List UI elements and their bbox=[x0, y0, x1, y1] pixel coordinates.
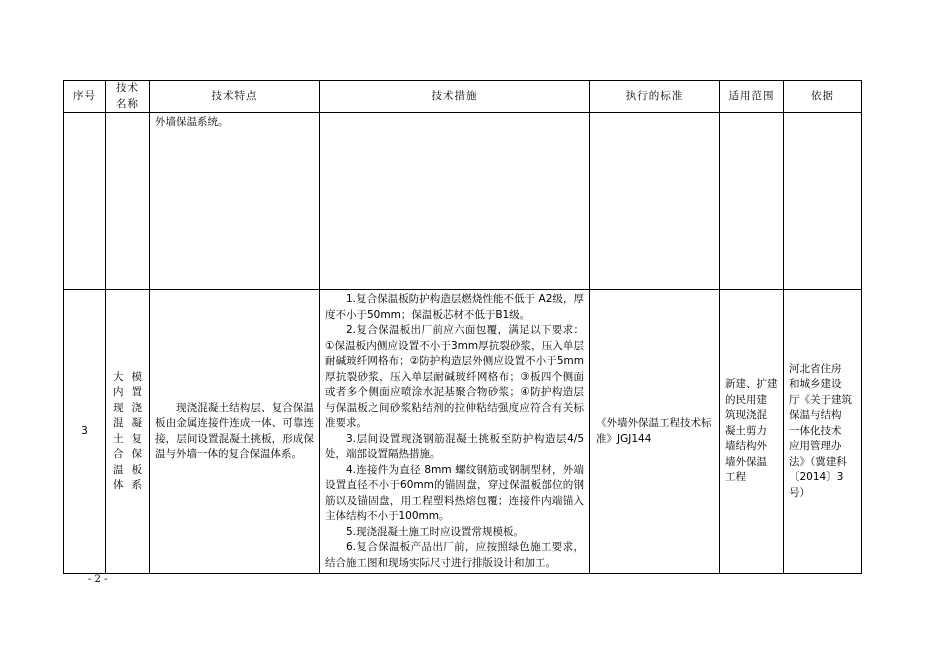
basis-line: 保温与结构 bbox=[789, 409, 842, 422]
cell-scope bbox=[720, 290, 784, 574]
technology-table bbox=[63, 80, 862, 574]
scope-text bbox=[720, 375, 783, 488]
header-seq: 序号 bbox=[64, 81, 106, 113]
name-char: 混 bbox=[113, 417, 124, 429]
name-char: 系 bbox=[131, 479, 142, 491]
measure-item: 3.层间设置现浇钢筋混凝土挑板至防护构造层4/5处，端部设置隔热措施。 bbox=[325, 432, 584, 460]
basis-line: 厅《关于建筑 bbox=[789, 393, 852, 406]
header-name-line1: 技术 bbox=[116, 82, 139, 94]
page-number: - 2 - bbox=[88, 574, 108, 585]
name-char: 大 bbox=[113, 370, 124, 383]
name-char: 保 bbox=[131, 448, 142, 460]
measure-item: 2.复合保温板出厂前应六面包覆，满足以下要求：①保温板内侧应设置不小于3mm厚抗裂砂浆，压入单层耐碱玻纤网格布；②防护构造层外侧应设置不小于5mm厚抗裂砂浆，压入单层耐碱玻纤网格布；③板四个侧面或者多个侧面应喷涂水泥基聚合物砂浆；④防护构造层与保温板之间砂浆粘结剂的拉伸粘结强度应符合有关标准要求。 bbox=[325, 324, 584, 429]
cell-scope bbox=[720, 113, 784, 290]
measure-item: 5.现浇混凝土施工时应设置常规模板。 bbox=[346, 525, 525, 538]
features-text: 现浇混凝土结构层、复合保温板由金属连接件连成一体、可靠连接，层间设置混凝土挑板，形成保温与外墙一体的复合保温体系。 bbox=[155, 401, 314, 460]
name-col-1 bbox=[113, 370, 124, 494]
cell-seq: 3 bbox=[64, 290, 106, 574]
name-char: 合 bbox=[113, 448, 124, 460]
cell-features bbox=[150, 290, 320, 574]
header-features: 技术特点 bbox=[150, 81, 320, 113]
name-char: 温 bbox=[113, 463, 124, 476]
cell-measures bbox=[320, 290, 590, 574]
basis-line: 法》（冀建科 bbox=[789, 455, 847, 468]
name-char: 复 bbox=[131, 432, 142, 445]
cell-seq bbox=[64, 113, 106, 290]
scope-line: 新建、扩建 bbox=[725, 378, 778, 391]
tech-name-vertical bbox=[106, 370, 149, 494]
scope-line: 的民用建 bbox=[725, 393, 767, 406]
name-char: 现 bbox=[113, 401, 124, 414]
measure-item: 1.复合保温板防护构造层燃烧性能不低于 A2级，厚度不小于50mm；保温板芯材不低于B1级。 bbox=[325, 293, 584, 321]
name-char: 土 bbox=[113, 432, 124, 445]
basis-line: 应用管理办 bbox=[789, 440, 842, 453]
cell-name bbox=[106, 290, 150, 574]
name-char: 浇 bbox=[131, 401, 142, 414]
cell-standard bbox=[590, 113, 720, 290]
header-tech-name bbox=[106, 81, 150, 113]
cell-standard bbox=[590, 290, 720, 574]
table-row bbox=[64, 290, 862, 574]
scope-line: 凝土剪力 bbox=[725, 424, 767, 437]
scope-line: 墙外保温 bbox=[725, 455, 767, 468]
cell-features bbox=[150, 113, 320, 290]
measure-item: 4.连接件为直径 8mm 螺纹钢筋或钢制型材，外端设置直径不小于60mm的锚固盘，穿过保温板部位的钢筋以及锚固盘，用工程塑料热熔包覆；连接件内端锚入主体结构不小于100mm。 bbox=[325, 463, 584, 522]
standard-text: 《外墙外保温工程技术标准》JGJ144 bbox=[596, 417, 712, 445]
measure-item: 6.复合保温板产品出厂前，应按照绿色施工要求，结合施工图和现场实际尺寸进行排版设计和加工。 bbox=[325, 541, 584, 569]
cell-basis bbox=[784, 113, 862, 290]
name-char: 板 bbox=[131, 463, 142, 476]
measures-list bbox=[320, 290, 589, 573]
basis-line: 和城乡建设 bbox=[789, 378, 842, 391]
name-char: 凝 bbox=[131, 417, 142, 429]
scope-line: 工程 bbox=[725, 471, 746, 484]
basis-line: 河北省住房 bbox=[789, 362, 842, 375]
cell-measures bbox=[320, 113, 590, 290]
name-char: 内 bbox=[113, 386, 124, 398]
header-measures: 技术措施 bbox=[320, 81, 590, 113]
cell-name bbox=[106, 113, 150, 290]
header-scope: 适用范围 bbox=[720, 81, 784, 113]
header-basis: 依据 bbox=[784, 81, 862, 113]
name-char: 体 bbox=[113, 479, 124, 491]
basis-line: 〔2014〕3号） bbox=[789, 471, 844, 499]
scope-line: 筑现浇混 bbox=[725, 409, 767, 422]
header-row bbox=[64, 81, 862, 113]
name-char: 模 bbox=[131, 370, 142, 383]
basis-text bbox=[784, 360, 861, 504]
name-char: 置 bbox=[131, 386, 142, 398]
scope-line: 墙结构外 bbox=[725, 440, 767, 453]
basis-line: 一体化技术 bbox=[789, 424, 842, 437]
features-text: 外墙保温系统。 bbox=[155, 116, 229, 128]
table-row bbox=[64, 113, 862, 290]
header-standard: 执行的标准 bbox=[590, 81, 720, 113]
name-col-2 bbox=[132, 370, 143, 494]
cell-basis bbox=[784, 290, 862, 574]
header-name-line2: 名称 bbox=[116, 97, 139, 110]
